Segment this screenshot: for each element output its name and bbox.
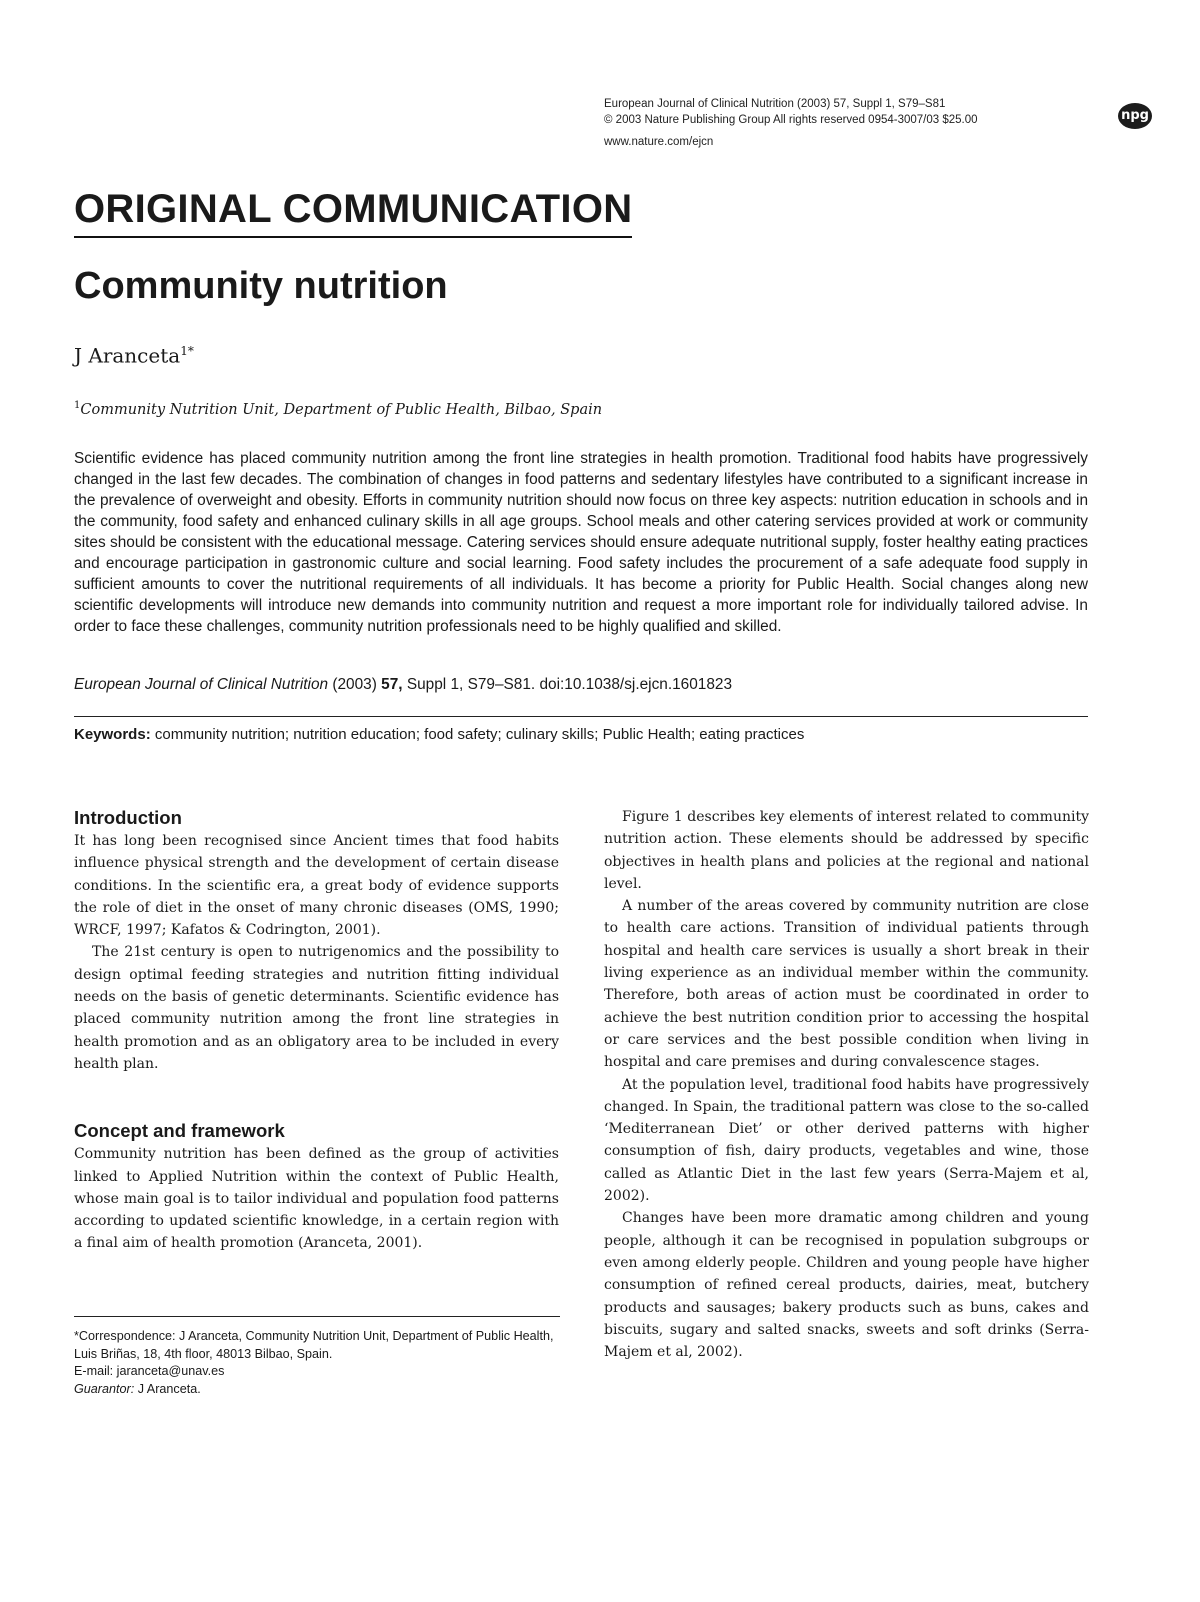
article-title: Community nutrition <box>74 265 448 307</box>
section-gap <box>74 1075 559 1119</box>
right-paragraph-1: Figure 1 describes key elements of interest related to community nutrition action. These elements should be addressed by specific objectives in health plans and policies at the regional and national level. <box>604 809 1089 892</box>
author-line <box>74 338 194 369</box>
keywords <box>74 724 804 745</box>
concept-heading: Concept and framework <box>74 1120 285 1142</box>
abstract: Scientific evidence has placed community nutrition among the front line strategies in health promotion. Traditional food habits have progressively changed in the last few decades. The combination of changes in food patterns and sedentary lifestyles have contributed to a significant increase in the prevalence of overweight and obesity. Efforts in community nutrition should now focus on three key aspects: nutrition education in schools and in the community, food safety and enhanced culinary skills in all age groups. School meals and other catering services provided at work or community sites should be consistent with the educational message. Catering services should ensure adequate nutritional supply, foster healthy eating practices and encourage participation in gastronomic culture and social learning. Food safety includes the procurement of a safe adequate food supply in sufficient amounts to cover the nutritional requirements of all individuals. It has become a priority for Public Health. Social changes along new scientific developments will introduce new demands into community nutrition and request a more important role for individually tailored advise. In order to face these challenges, community nutrition professionals need to be highly qualified and skilled. <box>74 450 1088 635</box>
citation-volume: 57, <box>381 676 403 693</box>
keywords-label: Keywords: <box>74 726 151 743</box>
affiliation <box>74 396 602 420</box>
citation-rest: Suppl 1, S79–S81. doi:10.1038/sj.ejcn.1601823 <box>406 676 733 693</box>
journal-header <box>604 96 1024 150</box>
copyright-line: © 2003 Nature Publishing Group All rights reserved 0954-3007/03 $25.00 <box>604 114 978 126</box>
guarantor-label: Guarantor: <box>74 1381 135 1396</box>
keywords-text: community nutrition; nutrition education; food safety; culinary skills; Public Health; eating practices <box>154 726 805 743</box>
left-column <box>74 806 559 1255</box>
right-paragraph-3: At the population level, traditional food habits have progressively changed. In Spain, the traditional pattern was close to the so-called ‘Mediterranean Diet’ or other derived patterns with higher consumption of fish, dairy products, vegetables and wine, those called as Atlantic Diet in the last few years (Serra-Majem et al, 2002). <box>604 1076 1089 1205</box>
right-column <box>604 806 1089 1363</box>
correspondence-text: *Correspondence: J Aranceta, Community Nutrition Unit, Department of Public Health, Luis Briñas, 18, 4th floor, 48013 Bilbao, Spain. <box>74 1329 554 1361</box>
keywords-divider <box>74 716 1088 717</box>
footnote-divider <box>74 1316 560 1317</box>
guarantor-name: J Aranceta. <box>137 1381 201 1396</box>
npg-logo: npg <box>1118 103 1152 129</box>
introduction-paragraph-1: It has long been recognised since Ancient times that food habits influence physical strength and the development of certain disease conditions. In the scientific era, a great body of evidence supports the role of diet in the onset of many chronic diseases (OMS, 1990; WRCF, 1997; Kafatos & Codrington, 2001). <box>74 833 559 939</box>
author-marks: 1* <box>180 344 194 358</box>
section-label: ORIGINAL COMMUNICATION <box>74 186 632 238</box>
guarantor-line <box>74 1381 564 1399</box>
journal-url: www.nature.com/ejcn <box>604 136 714 148</box>
author-name: J Aranceta <box>74 343 181 368</box>
concept-paragraph-1: Community nutrition has been defined as the group of activities linked to Applied Nutrition within the context of Public Health, whose main goal is to tailor individual and population food patterns according to updated scientific knowledge, in a certain region with a final aim of health promotion (Aranceta, 2001). <box>74 1146 559 1252</box>
affiliation-text: Community Nutrition Unit, Department of Public Health, Bilbao, Spain <box>80 401 603 418</box>
affiliation-mark: 1 <box>74 400 81 411</box>
citation-line <box>74 674 1088 695</box>
citation-journal: European Journal of Clinical Nutrition <box>74 676 329 693</box>
introduction-paragraph-2: The 21st century is open to nutrigenomics and the possibility to design optimal feeding strategies and nutrition fitting individual needs on the basis of genetic determinants. Scientific evidence has placed community nutrition among the front line strategies in health promotion and as an obligatory area to be included in every health plan. <box>74 944 559 1072</box>
email-text: E-mail: jaranceta@unav.es <box>74 1364 225 1379</box>
citation-year: (2003) <box>332 676 377 693</box>
correspondence-footnote <box>74 1328 564 1398</box>
introduction-heading: Introduction <box>74 807 182 828</box>
right-paragraph-4: Changes have been more dramatic among children and young people, although it can be recognised in population subgroups or even among elderly people. Children and young people have higher consumption of refined cereal products, dairies, meat, butchery products and sausages; bakery products such as buns, cakes and biscuits, sugary and salted snacks, sweets and soft drinks (Serra-Majem et al, 2002). <box>604 1210 1089 1361</box>
journal-citation-line: European Journal of Clinical Nutrition (2003) 57, Suppl 1, S79–S81 <box>604 98 946 110</box>
right-paragraph-2: A number of the areas covered by community nutrition are close to health care actions. Transition of individual patients through hospital and health care services is usually a short break in their living experience as an individual member within the community. Therefore, both areas of action must be coordinated in order to achieve the best nutrition condition prior to accessing the hospital or care services and the best possible condition when living in hospital and care premises and during convalescence stages. <box>604 898 1089 1071</box>
